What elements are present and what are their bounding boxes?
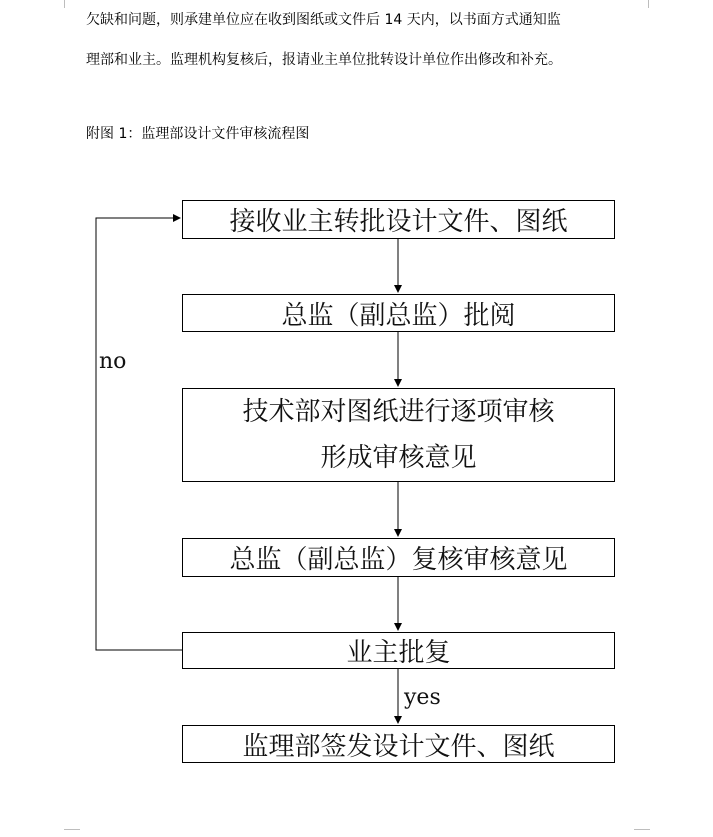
paragraph-line-2: 理部和业主。监理机构复核后，报请业主单位批转设计单位作出修改和补充。 bbox=[86, 52, 562, 68]
flow-step-1 bbox=[182, 200, 615, 239]
flow-step-1-text: 接收业主转批设计文件、图纸 bbox=[229, 207, 568, 237]
flow-step-6 bbox=[182, 725, 615, 763]
flow-step-2 bbox=[182, 294, 615, 332]
flow-step-4-text: 总监（副总监）复核审核意见 bbox=[229, 545, 568, 575]
flow-step-3-line-1: 技术部对图纸进行逐项审核 bbox=[242, 397, 555, 427]
flow-step-6-text: 监理部签发设计文件、图纸 bbox=[242, 731, 555, 762]
paragraph-line-1: 欠缺和问题，则承建单位应在收到图纸或文件后 14 天内，以书面方式通知监 bbox=[86, 12, 561, 28]
flow-step-2-text: 总监（副总监）批阅 bbox=[281, 300, 516, 331]
flow-step-3-line-2: 形成审核意见 bbox=[320, 443, 477, 473]
flow-step-4 bbox=[182, 538, 615, 577]
yes-label: yes bbox=[404, 685, 441, 710]
figure-caption: 附图 1：监理部设计文件审核流程图 bbox=[86, 126, 310, 142]
flow-step-5 bbox=[182, 632, 615, 669]
flow-step-5-text: 业主批复 bbox=[346, 638, 451, 668]
arrow-no-loop bbox=[96, 218, 182, 650]
flow-step-3 bbox=[182, 388, 615, 482]
no-label: no bbox=[99, 349, 127, 374]
